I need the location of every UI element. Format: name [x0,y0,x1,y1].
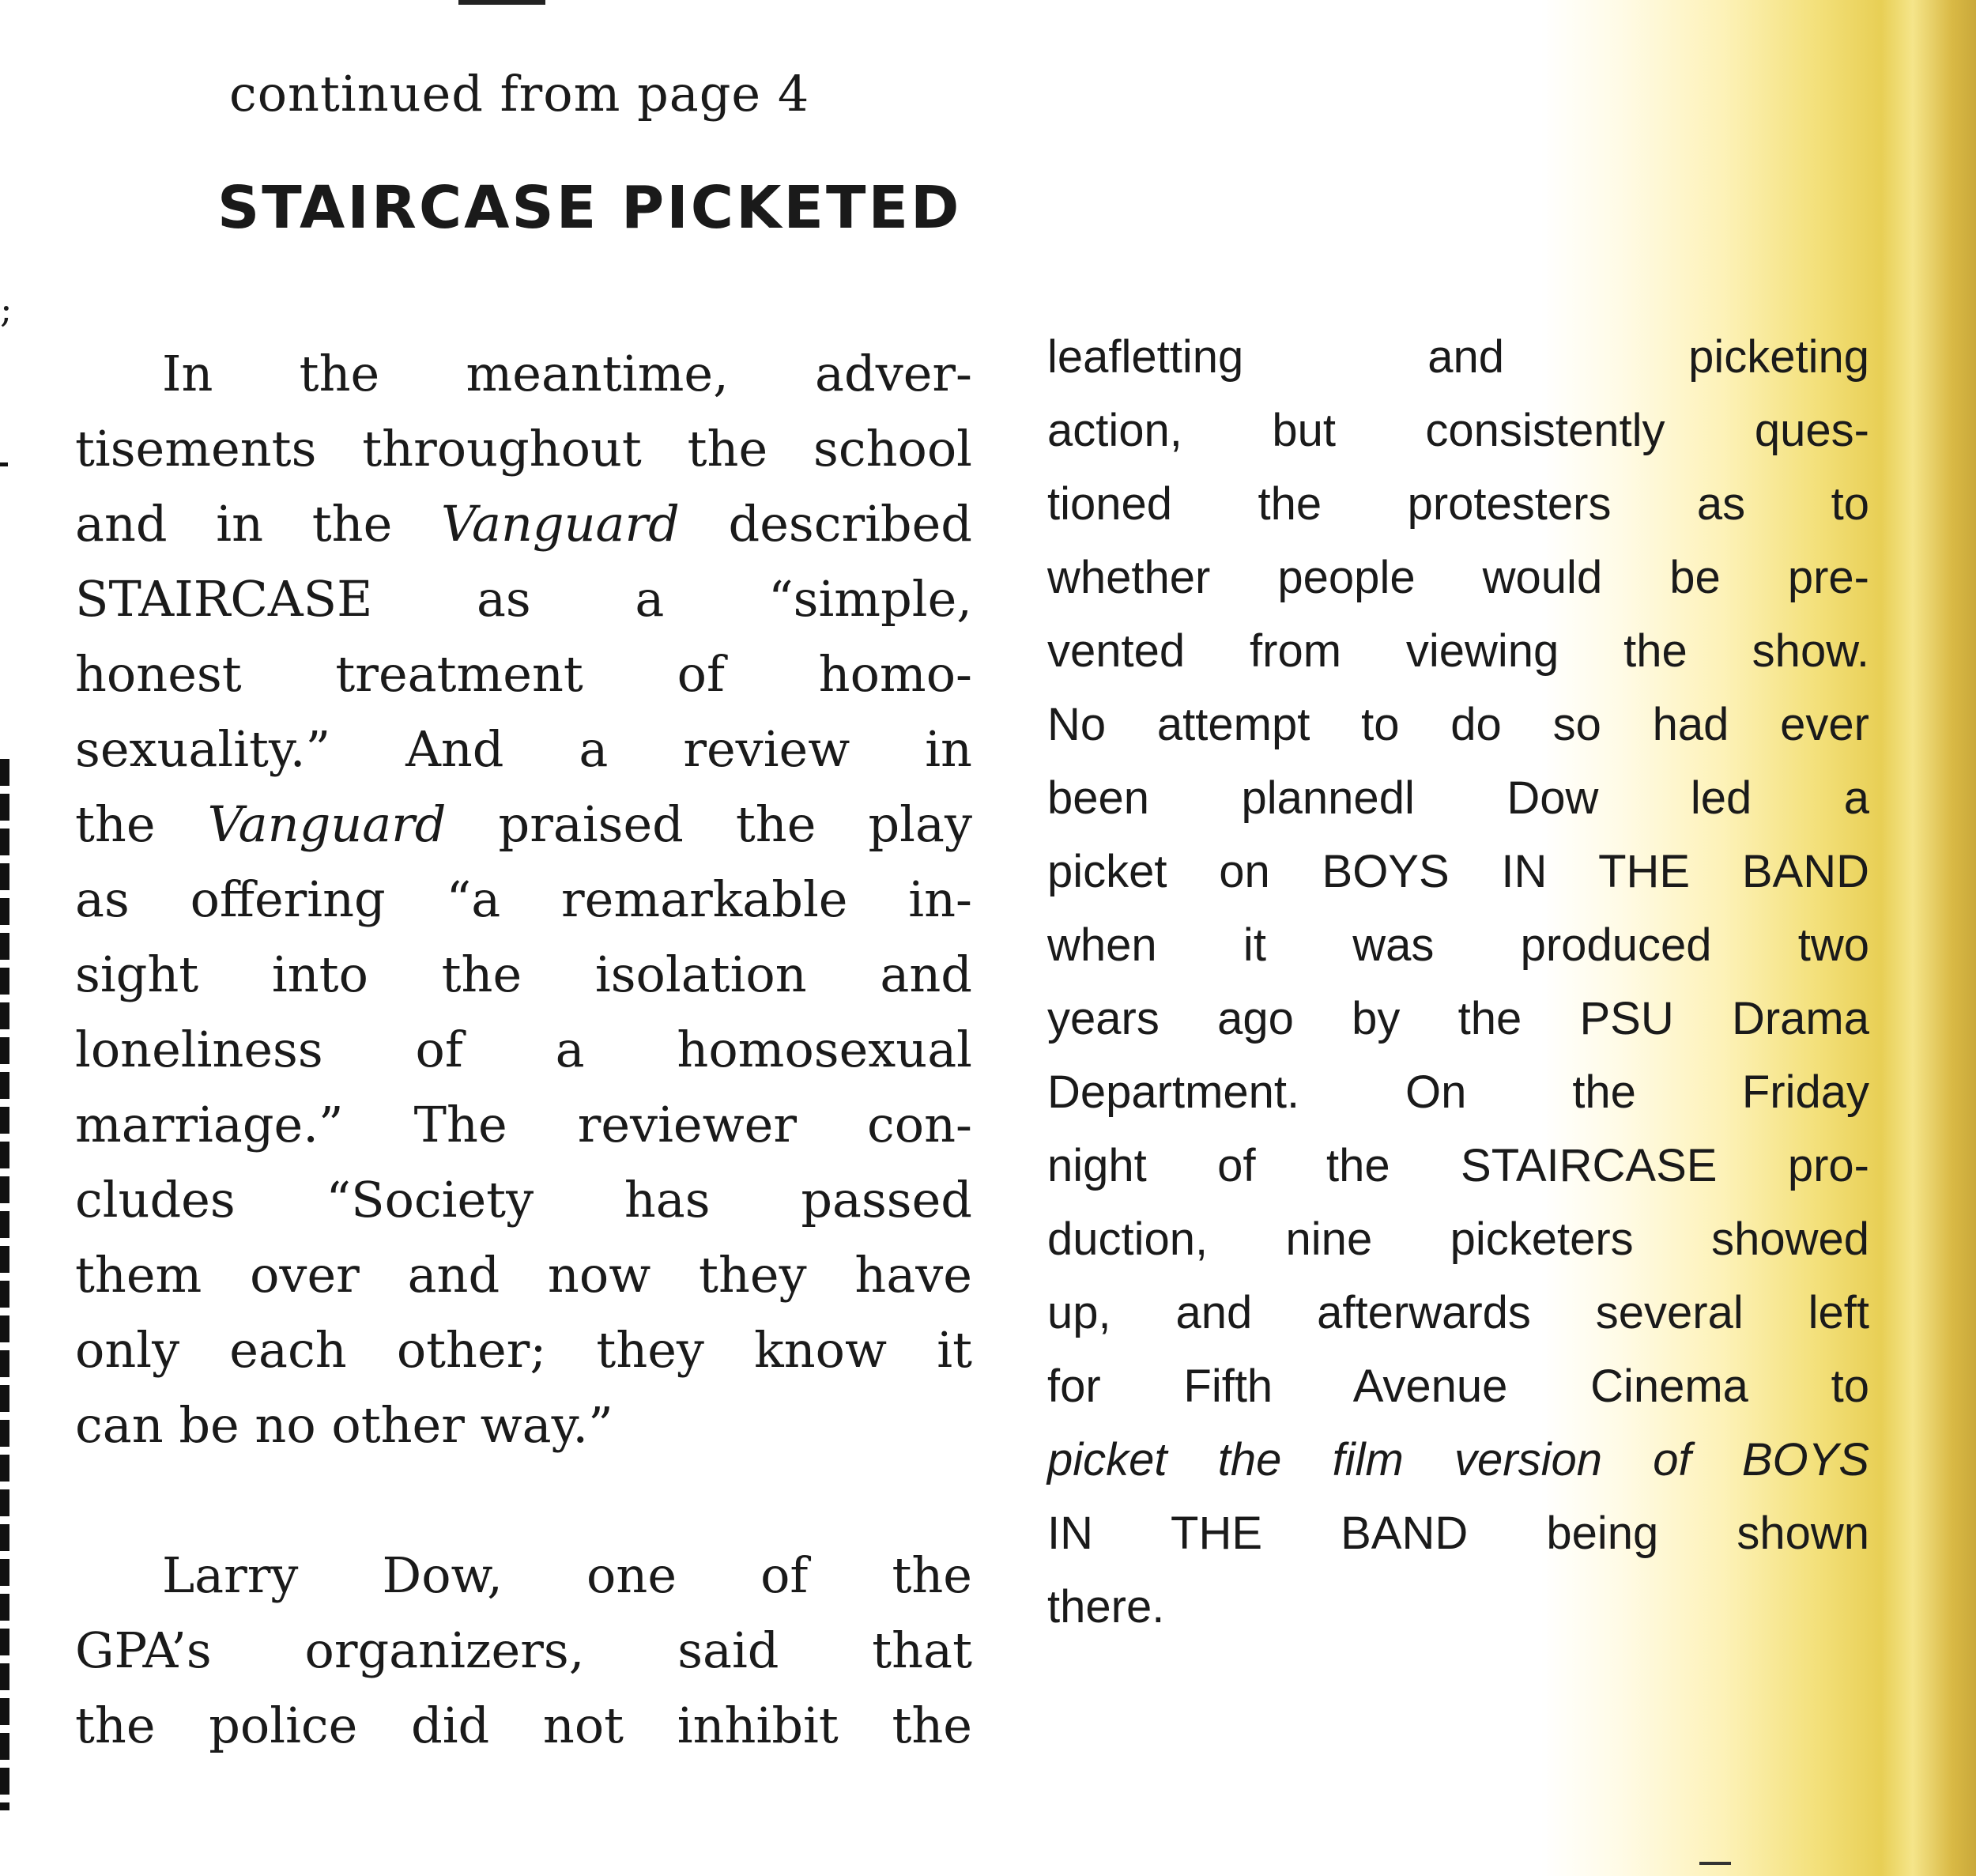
text-line: years ago by the PSU Drama [1047,993,1869,1044]
text-line: cludes “Society has passed [75,1171,972,1229]
text-line: there. [1047,1581,1165,1633]
text-line: when it was produced two [1047,919,1869,971]
text-line: vented from viewing the show. [1047,625,1869,677]
bottom-edge-mark [1699,1862,1731,1865]
text-line: leafletting and picketing [1047,331,1869,383]
left-edge-border [0,759,9,1810]
text-line: duction, nine picketers showed [1047,1214,1869,1265]
top-edge-mark [458,0,545,5]
text-line: STAIRCASE as a “simple, [75,570,972,628]
text-line: In the meantime, adver- [162,345,972,402]
text-line: the Vanguard praised the play [75,795,972,853]
article-headline: STAIRCASE PICKETED [217,174,962,242]
text-line: whether people would be pre- [1047,552,1869,603]
left-edge-fragment: ; [0,288,13,330]
text-line: them over and now they have [75,1246,972,1304]
right-column [1047,320,1869,1644]
text-line: picket on BOYS IN THE BAND [1047,846,1869,897]
text-line: and in the Vanguard described [75,495,972,553]
left-column [75,336,972,1763]
text-line: honest treatment of homo- [75,645,972,703]
text-line: GPA’s organizers, said that [75,1621,972,1679]
text-line: sexuality.” And a review in [75,720,972,778]
text-line: night of the STAIRCASE pro- [1047,1140,1869,1191]
publication-name: Vanguard [207,795,447,853]
text-line: picket the film version of BOYS [1047,1434,1869,1485]
text-line: marriage.” The reviewer con- [75,1096,972,1153]
text-line: IN THE BAND being shown [1047,1508,1869,1559]
text-line: Larry Dow, one of the [162,1546,972,1604]
text-line: Department. On the Friday [1047,1066,1869,1118]
text-line: only each other; they know it [75,1321,972,1379]
text-line: No attempt to do so had ever [1047,699,1869,750]
left-edge-dash [0,462,8,466]
continued-note: continued from page 4 [229,65,810,123]
text-line: can be no other way.” [75,1396,613,1454]
publication-name: Vanguard [440,495,680,553]
text-line: action, but consistently ques- [1047,405,1869,456]
text-line: been plannedl Dow led a [1047,772,1869,824]
text-line: as offering “a remarkable in- [75,870,972,928]
text-line: loneliness of a homosexual [75,1021,972,1078]
text-line: tisements throughout the school [75,420,972,477]
text-line: tioned the protesters as to [1047,478,1869,530]
text-line: the police did not inhibit the [75,1697,972,1754]
text-line: for Fifth Avenue Cinema to [1047,1361,1869,1412]
text-line: up, and afterwards several left [1047,1287,1869,1338]
text-line: sight into the isolation and [75,946,972,1003]
